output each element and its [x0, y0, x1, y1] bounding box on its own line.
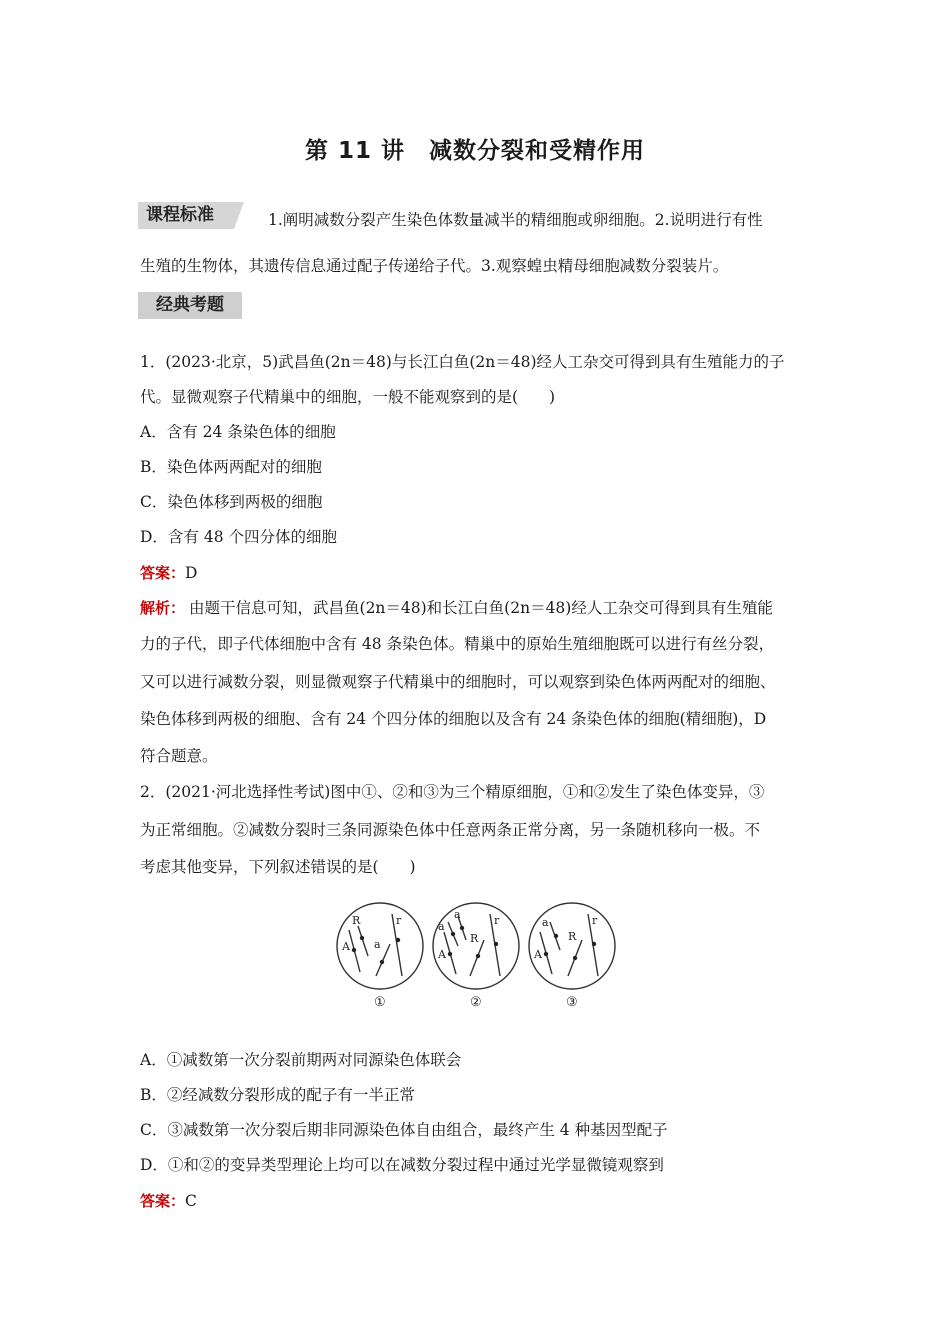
cell-2 — [433, 903, 519, 1010]
course-standard-tag — [138, 202, 234, 229]
cell-1-chromosome — [358, 926, 368, 956]
standard-line-1: 1.阐明减数分裂产生染色体数量减半的精细胞或卵细胞。2.说明进行有性 — [268, 211, 763, 229]
cell-2-centromere — [476, 954, 480, 958]
cell-1-centromere — [360, 936, 364, 940]
q2-answer — [140, 1191, 197, 1211]
cell-2-centromere — [448, 952, 452, 956]
q1-analysis-line-3: 又可以进行减数分裂，则显微观察子代精巢中的细胞时，可以观察到染色体两两配对的细胞、 — [140, 673, 776, 691]
cell-3-gene-label: a — [542, 916, 549, 929]
tag-fold-decoration — [234, 202, 244, 229]
q1-answer-label: 答案： — [140, 564, 186, 582]
cell-2-gene-label: A — [438, 948, 446, 961]
cell-3 — [529, 903, 615, 1010]
page-title: 第 11 讲 减数分裂和受精作用 — [304, 138, 646, 164]
classic-questions-tag-label: 经典考题 — [156, 295, 224, 315]
cell-2-membrane — [433, 903, 519, 989]
cell-3-centromere — [554, 934, 558, 938]
q1-analysis-line-2: 力的子代，即子代体细胞中含有 48 条染色体。精巢中的原始生殖细胞既可以进行有丝分裂， — [140, 635, 775, 653]
q2-stem-line-1: 2．(2021·河北选择性考试)图中①、②和③为三个精原细胞，①和②发生了染色体变异，③ — [140, 783, 765, 801]
cell-3-centromere — [573, 956, 577, 960]
classic-questions-tag — [138, 292, 242, 319]
q2-answer-value: C — [185, 1192, 197, 1210]
q2-stem-line-3: 考虑其他变异，下列叙述错误的是( ) — [140, 858, 416, 876]
q1-answer-value: D — [185, 564, 198, 582]
cell-3-centromere — [592, 942, 596, 946]
q1-analysis-line-4: 染色体移到两极的细胞、含有 24 个四分体的细胞以及含有 24 条染色体的细胞(精细胞)，D — [140, 710, 767, 728]
cell-2-caption: ② — [470, 995, 482, 1010]
q1-analysis-line-5: 符合题意。 — [140, 747, 218, 765]
cell-3-caption: ③ — [566, 995, 578, 1010]
q2-option-d: D．①和②的变异类型理论上均可以在减数分裂过程中通过光学显微镜观察到 — [140, 1156, 664, 1174]
q1-option-a: A．含有 24 条染色体的细胞 — [140, 423, 336, 441]
course-standard-tag-label: 课程标准 — [146, 205, 214, 225]
cell-1-centromere — [352, 948, 356, 952]
q1-option-d: D．含有 48 个四分体的细胞 — [140, 528, 338, 546]
cell-2-gene-label: a — [438, 920, 445, 933]
q2-option-c: C．③减数第一次分裂后期非同源染色体自由组合，最终产生 4 种基因型配子 — [140, 1121, 668, 1139]
cell-1 — [337, 903, 423, 1010]
q1-stem-line-1: 1．(2023·北京，5)武昌鱼(2n＝48)与长江白鱼(2n＝48)经人工杂交可得到具有生殖能力的子 — [140, 353, 785, 371]
q2-option-b: B．②经减数分裂形成的配子有一半正常 — [140, 1086, 415, 1104]
cell-3-gene-label: R — [568, 930, 577, 943]
standard-line-2: 生殖的生物体，其遗传信息通过配子传递给子代。3.观察蝗虫精母细胞减数分裂装片。 — [140, 257, 729, 275]
cell-2-centromere — [451, 932, 455, 936]
q2-option-a: A．①减数第一次分裂前期两对同源染色体联会 — [140, 1051, 462, 1069]
q1-stem-line-2: 代。显微观察子代精巢中的细胞，一般不能观察到的是( ) — [140, 388, 556, 406]
cell-2-gene-label: R — [470, 932, 479, 945]
q2-answer-label: 答案： — [140, 1192, 186, 1210]
cells-figure — [332, 900, 622, 1012]
cell-2-chromosome — [470, 940, 484, 976]
cell-1-caption: ① — [374, 995, 386, 1010]
q1-analysis-text-1: 由题干信息可知，武昌鱼(2n＝48)和长江白鱼(2n＝48)经人工杂交可得到具有生殖能 — [189, 599, 773, 617]
cell-1-centromere — [396, 938, 400, 942]
cell-2-gene-label: a — [454, 908, 461, 921]
cell-1-gene-label: A — [342, 940, 350, 953]
cell-1-gene-label: R — [352, 914, 361, 927]
q1-analysis-line-1 — [140, 598, 773, 618]
q1-analysis-label: 解析： — [140, 599, 186, 617]
cell-3-centromere — [544, 952, 548, 956]
cell-1-gene-label: r — [396, 914, 402, 927]
q1-answer — [140, 563, 197, 583]
cell-2-gene-label: r — [494, 914, 500, 927]
cell-3-gene-label: r — [592, 914, 598, 927]
cell-2-centromere — [460, 926, 464, 930]
cell-1-centromere — [380, 960, 384, 964]
q2-stem-line-2: 为正常细胞。②减数分裂时三条同源染色体中任意两条正常分离，另一条随机移向一极。不 — [140, 821, 761, 839]
q1-option-c: C．染色体移到两极的细胞 — [140, 493, 323, 511]
cell-3-gene-label: A — [534, 948, 542, 961]
cell-1-gene-label: a — [374, 938, 381, 951]
cell-2-centromere — [494, 942, 498, 946]
q1-option-b: B．染色体两两配对的细胞 — [140, 458, 322, 476]
